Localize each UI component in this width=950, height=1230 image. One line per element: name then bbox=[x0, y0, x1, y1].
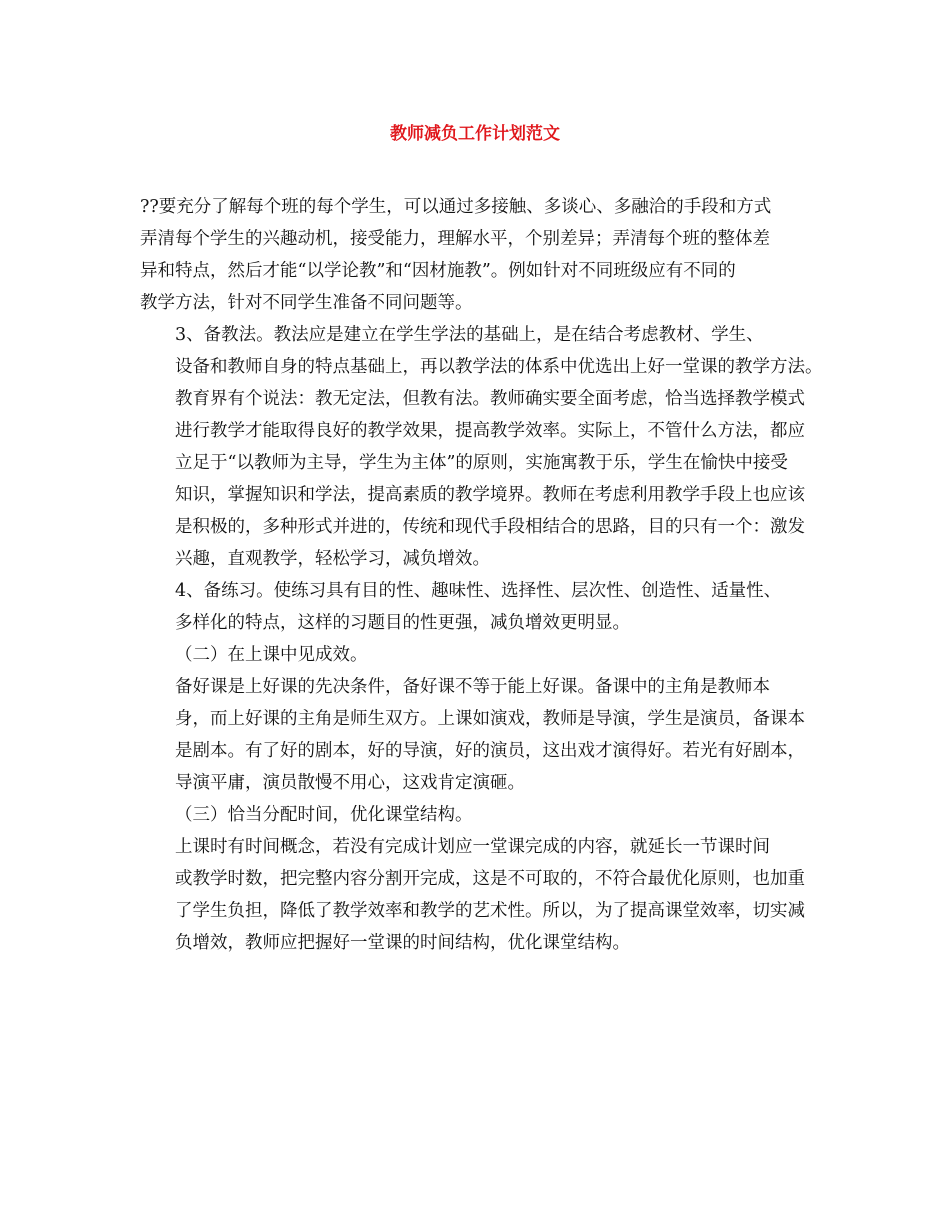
paragraph-line: （二）在上课中见成效。 bbox=[175, 645, 368, 665]
paragraph-line: 了学生负担，降低了教学效率和教学的艺术性。所以，为了提高课堂效率，切实减 bbox=[175, 901, 805, 921]
paragraph-line: 身，而上好课的主角是师生双方。上课如演戏，教师是导演，学生是演员，备课本 bbox=[175, 709, 805, 729]
paragraph-line: 备好课是上好课的先决条件，备好课不等于能上好课。备课中的主角是教师本 bbox=[175, 677, 770, 697]
paragraph-line: 异和特点，然后才能“以学论教”和“因材施教”。例如针对不同班级应有不同的 bbox=[140, 261, 736, 281]
paragraph-line: 多样化的特点，这样的习题目的性更强，减负增效更明显。 bbox=[175, 613, 630, 633]
paragraph bbox=[140, 639, 820, 671]
paragraph-line: 弄清每个学生的兴趣动机，接受能力，理解水平，个别差异；弄清每个班的整体差 bbox=[140, 229, 770, 249]
paragraph-line: ??要充分了解每个班的每个学生，可以通过多接触、多谈心、多融洽的手段和方式 bbox=[140, 197, 772, 217]
paragraph-line: 是剧本。有了好的剧本，好的导演，好的演员，这出戏才演得好。若光有好剧本， bbox=[175, 741, 805, 761]
paragraph-line: 知识，掌握知识和学法，提高素质的教学境界。教师在考虑利用教学手段上也应该 bbox=[175, 485, 805, 505]
document-title: 教师减负工作计划范文 bbox=[390, 124, 560, 144]
paragraph-line: 兴趣，直观教学，轻松学习，减负增效。 bbox=[175, 549, 490, 569]
document-body bbox=[140, 191, 823, 959]
paragraph bbox=[140, 671, 820, 799]
paragraph-line: 负增效，教师应把握好一堂课的时间结构，优化课堂结构。 bbox=[175, 933, 630, 953]
paragraph-line: （三）恰当分配时间，优化课堂结构。 bbox=[175, 805, 473, 825]
paragraph-line: 上课时有时间概念，若没有完成计划应一堂课完成的内容，就延长一节课时间 bbox=[175, 837, 770, 857]
paragraph-line: 或教学时数，把完整内容分割开完成，这是不可取的，不符合最优化原则，也加重 bbox=[175, 869, 805, 889]
paragraph-line: 立足于“以教师为主导，学生为主体”的原则，实施寓教于乐，学生在愉快中接受 bbox=[175, 453, 788, 473]
paragraph bbox=[140, 799, 820, 831]
paragraph-line: 导演平庸，演员散慢不用心，这戏肯定演砸。 bbox=[175, 773, 525, 793]
paragraph bbox=[140, 575, 820, 639]
paragraph bbox=[140, 831, 820, 959]
paragraph-line: 设备和教师自身的特点基础上，再以教学法的体系中优选出上好一堂课的教学方法。 bbox=[175, 357, 823, 377]
paragraph-line: 进行教学才能取得良好的教学效果，提高教学效率。实际上，不管什么方法，都应 bbox=[175, 421, 805, 441]
paragraph-line: 3、备教法。教法应是建立在学生学法的基础上，是在结合考虑教材、学生、 bbox=[175, 325, 764, 345]
paragraph-line: 教学方法，针对不同学生准备不同问题等。 bbox=[140, 293, 473, 313]
paragraph bbox=[140, 319, 823, 575]
paragraph bbox=[140, 191, 820, 319]
paragraph-line: 是积极的，多种形式并进的，传统和现代手段相结合的思路，目的只有一个：激发 bbox=[175, 517, 805, 537]
paragraph-line: 教育界有个说法：教无定法，但教有法。教师确实要全面考虑，恰当选择教学模式 bbox=[175, 389, 805, 409]
paragraph-line: 4、备练习。使练习具有目的性、趣味性、选择性、层次性、创造性、适量性、 bbox=[175, 581, 782, 601]
